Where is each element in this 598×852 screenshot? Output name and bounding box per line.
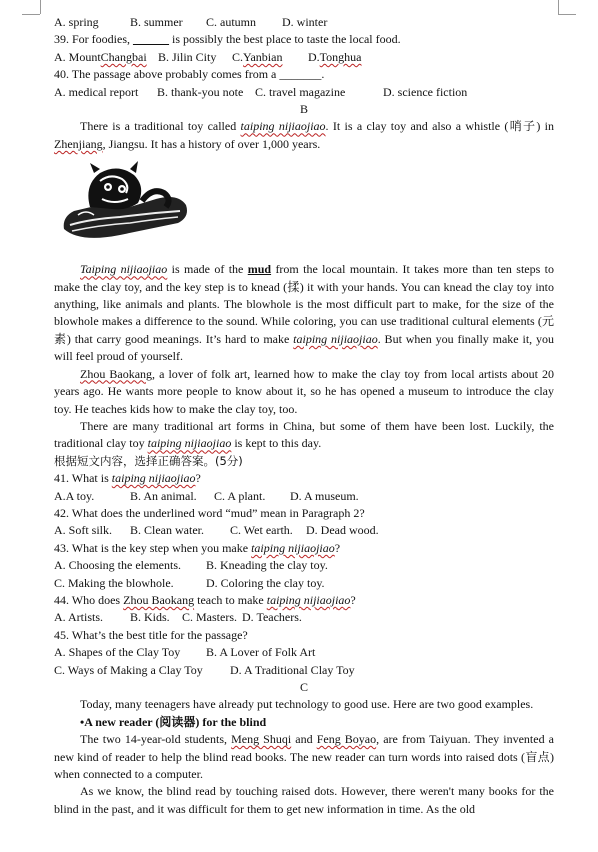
q45-options-row-2 xyxy=(54,662,554,679)
q39-option-a: A. MountChangbai xyxy=(54,49,147,64)
q43-option-c: C. Making the blowhole. xyxy=(54,575,174,590)
crop-mark-left xyxy=(40,0,41,14)
q38-option-a: A. spring xyxy=(54,15,99,29)
q42-question: 42. What does the underlined word “mud” mean in Paragraph 2? xyxy=(54,505,365,520)
document-content xyxy=(54,14,554,818)
q42-option-c: C. Wet earth. xyxy=(230,523,293,538)
q42-option-d: D. Dead wood. xyxy=(306,523,379,538)
q45-option-c: C. Ways of Making a Clay Toy xyxy=(54,662,203,677)
q43-option-a: A. Choosing the elements. xyxy=(54,558,181,573)
q40-options xyxy=(54,84,554,101)
passage-b-paragraph-2: Taiping nijiaojiao is made of the mud from the local mountain. It takes more than ten steps to make the clay toy, and the key step is to knead (揉) it with your hands. You can knead the clay toy into anything, like animals and plants. The blowhole is the most difficult part to make, for the size of the blowhole makes a difference to the sound. While coloring, you can use traditional cultural elements (元素) that carry good meanings. It’s hard to make taiping nijiaojiao. But when you finally make it, you will feel proud of yourself. xyxy=(54,262,555,364)
q40-option-c: C. travel magazine xyxy=(255,84,346,99)
passage-c-subheading: •A new reader (阅读器) for the blind xyxy=(80,714,267,729)
clay-toy-image xyxy=(54,153,554,261)
q40-question: 40. The passage above probably comes from a _______. xyxy=(54,67,325,82)
q41-question: 41. What is taiping nijiaojiao? xyxy=(54,471,201,486)
q45-options-row-1 xyxy=(54,644,554,661)
q39-blank: ______ xyxy=(133,32,169,47)
q45-option-a: A. Shapes of the Clay Toy xyxy=(54,645,181,660)
q39-text-pre: 39. For foodies, xyxy=(54,32,133,47)
q40-option-a: A. medical report xyxy=(54,84,139,99)
q40-option-d: D. science fiction xyxy=(383,84,468,99)
q39-option-b: B. Jilin City xyxy=(158,49,217,64)
q38-option-d: D. winter xyxy=(282,15,328,29)
q41-option-c: C. A plant. xyxy=(214,488,266,503)
q44-options xyxy=(54,609,554,626)
q42-option-b: B. Clean water. xyxy=(130,523,204,538)
q44-option-a: A. Artists. xyxy=(54,610,104,625)
q43-option-d: D. Coloring the clay toy. xyxy=(206,575,325,590)
q38-option-b: B. summer xyxy=(130,15,183,29)
q39-question xyxy=(54,31,554,48)
q38-option-c: C. autumn xyxy=(206,15,256,29)
underlined-word-mud: mud xyxy=(247,262,272,277)
q44-option-b: B. Kids. xyxy=(130,610,170,625)
passage-b-paragraph-1: There is a traditional toy called taiping nijiaojiao. It is a clay toy and also a whistle (哨子) in Zhenjiang, Jiangsu. It has a history of over 1,000 years. xyxy=(54,119,555,151)
passage-c-paragraph-1: The two 14-year-old students, Meng Shuqi and Feng Boyao, are from Taiyuan. They invented a new kind of reader to help the blind read books. The new reader can turn words into raised dots (盲点) when connected to a computer. xyxy=(54,732,554,782)
passage-b-paragraph-4: There are many traditional art forms in China, but some of them have been lost. Luckily, the traditional clay toy taiping nijiaojiao is kept to this day. xyxy=(54,418,554,451)
q41-option-a: A.A toy. xyxy=(54,488,95,503)
passage-b-paragraph-3: Zhou Baokang, a lover of folk art, learned how to make the clay toy from local artists about 20 years ago. He wants more people to know about it, so he has opened a museum to introduce the clay toy. He teaches kids how to make the clay toy, too. xyxy=(54,366,554,416)
q41-option-b: B. An animal. xyxy=(130,488,197,503)
q43-question: 43. What is the key step when you make taiping nijiaojiao? xyxy=(54,540,341,555)
q43-option-b: B. Kneading the clay toy. xyxy=(206,558,328,573)
q45-option-d: D. A Traditional Clay Toy xyxy=(230,662,355,677)
q45-option-b: B. A Lover of Folk Art xyxy=(206,645,316,660)
q38-options xyxy=(54,14,554,31)
q39-options xyxy=(54,49,554,66)
section-b-heading: B xyxy=(299,102,308,117)
crop-mark-right xyxy=(558,0,559,14)
q41-options xyxy=(54,488,554,505)
q45-question: 45. What’s the best title for the passage? xyxy=(54,627,248,642)
q43-options-row-1 xyxy=(54,557,554,574)
q42-option-a: A. Soft silk. xyxy=(54,523,113,538)
q41-option-d: D. A museum. xyxy=(290,488,359,503)
crop-mark-right-h xyxy=(558,14,576,15)
section-c-heading: C xyxy=(299,680,308,694)
passage-c-paragraph-2: As we know, the blind read by touching raised dots. However, there weren't many books for the blind in the past, and it was difficult for them to get new information in time. As the old xyxy=(54,784,554,816)
q44-option-c: C. Masters. xyxy=(182,610,237,625)
passage-c-intro: Today, many teenagers have already put technology to good use. Here are two good examples. xyxy=(80,697,534,712)
crop-mark-left-h xyxy=(22,14,40,15)
q39-option-c: C.Yanbian xyxy=(232,49,283,64)
clay-toy-illustration xyxy=(60,159,190,243)
instruction-text: 根据短文内容，选择正确答案。(5分) xyxy=(54,453,243,468)
q44-question: 44. Who does Zhou Baokang teach to make taiping nijiaojiao? xyxy=(54,592,356,607)
q39-text-post: is possibly the best place to taste the local food. xyxy=(169,32,401,47)
q39-option-d: D.Tonghua xyxy=(308,49,362,64)
q40-option-b: B. thank-you note xyxy=(157,84,244,99)
q42-options xyxy=(54,522,554,539)
q44-option-d: D. Teachers. xyxy=(242,610,302,625)
q43-options-row-2 xyxy=(54,575,554,592)
